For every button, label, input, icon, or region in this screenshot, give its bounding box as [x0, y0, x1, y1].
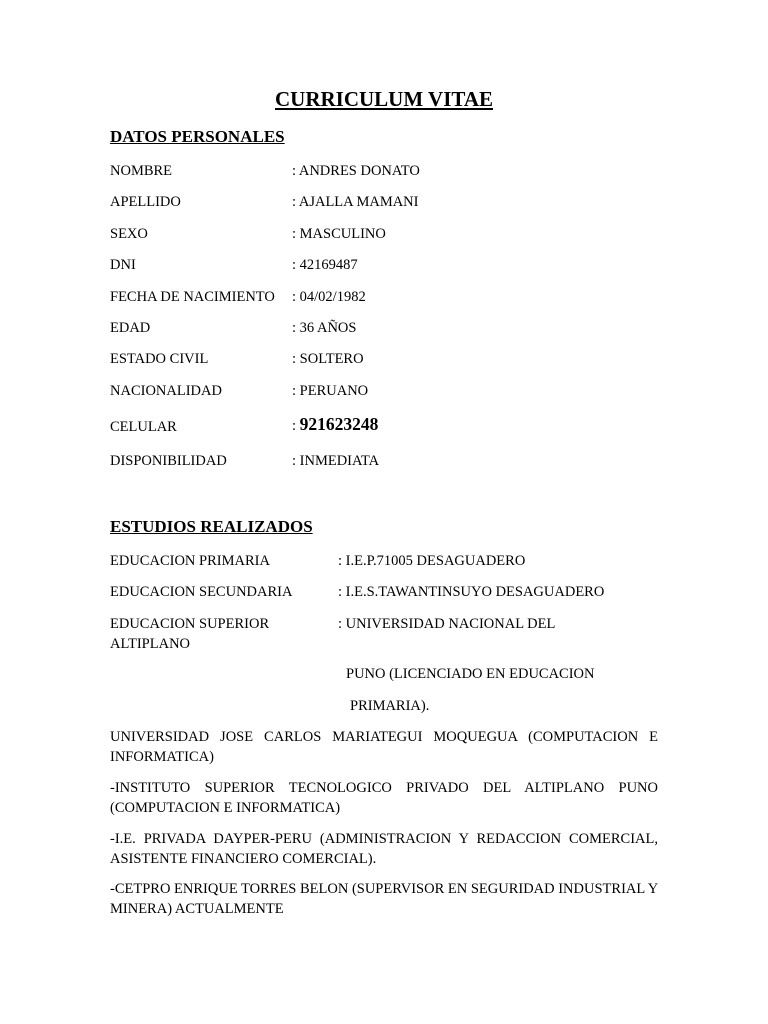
field-label: DISPONIBILIDAD	[110, 453, 227, 469]
field-value: : 42169487	[292, 257, 358, 273]
field-value: : INMEDIATA	[292, 453, 380, 469]
section-heading-estudios: ESTUDIOS REALIZADOS	[110, 517, 313, 536]
section-heading-datos-personales: DATOS PERSONALES	[110, 127, 285, 146]
field-value: : MASCULINO	[292, 226, 386, 242]
document-title: CURRICULUM VITAE	[275, 87, 493, 111]
study-paragraph-cetpro: -CETPRO ENRIQUE TORRES BELON (SUPERVISOR EN SEGURIDAD INDUSTRIAL Y MINERA) ACTUALMENTE	[110, 881, 658, 917]
study-paragraph-unjcm: UNIVERSIDAD JOSE CARLOS MARIATEGUI MOQUEGUA (COMPUTACION E INFORMATICA)	[110, 729, 658, 765]
field-value: : AJALLA MAMANI	[292, 194, 419, 210]
field-value-prefix: :	[292, 418, 300, 434]
edu-value-primaria: : I.E.P.71005 DESAGUADERO	[338, 553, 526, 569]
edu-value-secundaria: : I.E.S.TAWANTINSUYO DESAGUADERO	[338, 584, 605, 600]
field-label: NOMBRE	[110, 163, 173, 179]
field-value: : PERUANO	[292, 383, 369, 399]
field-label: DNI	[110, 257, 136, 273]
field-label: FECHA DE NACIMIENTO	[110, 289, 275, 305]
edu-label-superior: EDUCACION SUPERIOR ALTIPLANO	[110, 616, 270, 652]
field-label: NACIONALIDAD	[110, 383, 222, 399]
edu-value-superior-line2: PUNO (LICENCIADO EN EDUCACION	[346, 666, 595, 682]
study-paragraph-dayper: -I.E. PRIVADA DAYPER-PERU (ADMINISTRACION Y REDACCION COMERCIAL, ASISTENTE FINANCIERO COMERCIAL).	[110, 831, 658, 867]
phone-number: 921623248	[299, 414, 379, 434]
field-value: : 36 AÑOS	[292, 320, 357, 336]
field-label: EDAD	[110, 320, 151, 336]
field-value: : 04/02/1982	[292, 289, 366, 305]
field-label: APELLIDO	[110, 194, 181, 210]
edu-value-superior-line1: : UNIVERSIDAD NACIONAL DEL	[338, 616, 556, 632]
field-label: SEXO	[110, 226, 148, 242]
field-value	[292, 415, 378, 435]
field-label: ESTADO CIVIL	[110, 351, 209, 367]
edu-value-superior-line3: PRIMARIA).	[350, 698, 430, 714]
field-value: : SOLTERO	[292, 351, 364, 367]
edu-label-primaria: EDUCACION PRIMARIA	[110, 553, 270, 569]
field-label: CELULAR	[110, 419, 177, 435]
field-value: : ANDRES DONATO	[292, 163, 420, 179]
study-paragraph-istpa: -INSTITUTO SUPERIOR TECNOLOGICO PRIVADO DEL ALTIPLANO PUNO (COMPUTACION E INFORMATICA)	[110, 780, 658, 816]
edu-label-secundaria: EDUCACION SECUNDARIA	[110, 584, 293, 600]
